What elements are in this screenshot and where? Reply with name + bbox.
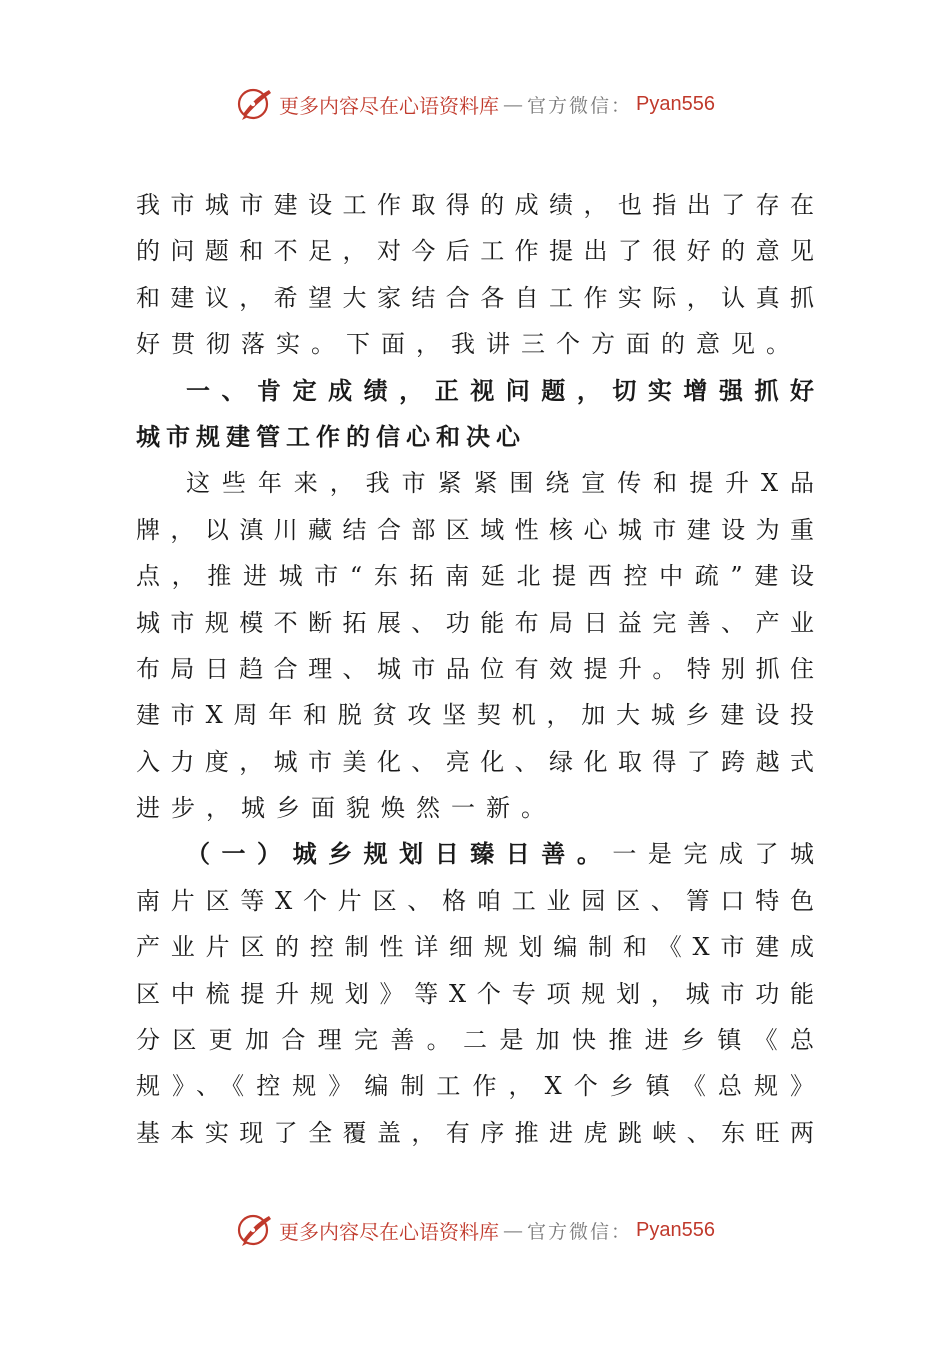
body-line: 入力度，城市美化、亮化、绿化取得了跨越式 [136,747,814,776]
section-heading-line: 城市规建管工作的信心和决心 [136,422,526,451]
body-line: 南片区等X个片区、格咱工业园区、箐口特色 [136,886,814,915]
watermark-wechat-id: Pyan556 [636,1218,715,1241]
body-line: 点，推进城市“东拓南延北提西控中疏”建设 [136,562,814,591]
body-line: 产业片区的控制性详细规划编制和《X市建成 [136,933,814,962]
watermark-wechat-id: Pyan556 [636,92,715,115]
pen-nib-logo-icon [235,1210,275,1250]
subsection-lead-line [136,831,814,877]
pen-nib-logo-icon [235,84,275,124]
body-line: 牌，以滇川藏结合部区域性核心城市建设为重 [136,515,814,544]
body-line: 布局日趋合理、城市品位有效提升。特别抓住 [136,654,814,683]
watermark-separator: — [503,92,523,116]
body-line: 和建议，希望大家结合各自工作实际，认真抓 [136,283,814,312]
document-body [136,182,814,1156]
subsection-title: （一）城乡规划日臻日善。 [186,839,613,869]
watermark-brand-text: 更多内容尽在心语资料库 [279,1219,499,1244]
body-line: 这些年来，我市紧紧围绕宣传和提升X品 [186,469,814,498]
body-line: 我市城市建设工作取得的成绩，也指出了存在 [136,191,814,219]
body-line: 好贯彻落实。下面，我讲三个方面的意见。 [136,330,801,359]
body-line: 的问题和不足，对今后工作提出了很好的意见 [136,237,814,266]
body-line: 进步，城乡面貌焕然一新。 [136,794,556,823]
body-line: 规》、《控规》编制工作，X个乡镇《总规》 [136,1072,814,1101]
subsection-lead-text: 一是完成了城 [612,840,814,869]
body-line: 分区更加合理完善。二是加快推进乡镇《总 [136,1026,814,1055]
watermark-wechat-label: 官方微信： [527,1220,633,1243]
body-line: 基本实现了全覆盖，有序推进虎跳峡、东旺两 [136,1118,814,1147]
watermark-banner-bottom [0,1210,950,1250]
watermark-banner-top [0,84,950,124]
watermark-separator: — [503,1218,523,1242]
watermark-brand-text: 更多内容尽在心语资料库 [279,93,499,118]
watermark-wechat-label: 官方微信： [527,94,633,117]
body-line: 区中梳提升规划》等X个专项规划，城市功能 [136,979,814,1008]
body-line: 城市规模不断拓展、功能布局日益完善、产业 [136,608,814,637]
body-line: 建市X周年和脱贫攻坚契机，加大城乡建设投 [136,701,814,730]
section-heading-line: 一、肯定成绩，正视问题，切实增强抓好 [186,376,814,405]
